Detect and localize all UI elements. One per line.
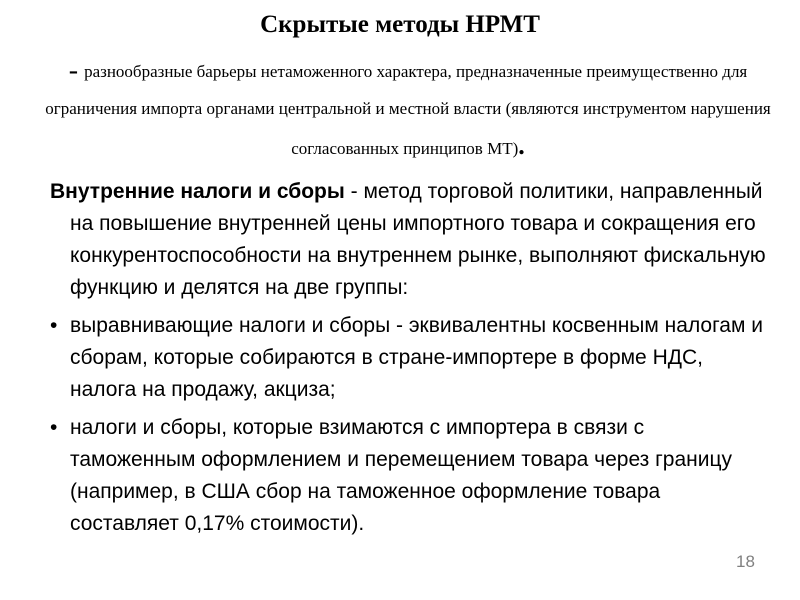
bullet-dot-icon: • bbox=[50, 314, 58, 337]
subtitle-text: разнообразные барьеры нетаможенного характера, предназначенные преимущественно для ограничения импорта органами центральной и местной власти (являются инструментом нарушения согласованных принципов МТ) bbox=[45, 62, 771, 158]
slide-title: Скрытые методы НРМТ bbox=[260, 11, 540, 38]
intro-paragraph bbox=[50, 176, 770, 304]
intro-lead: Внутренние налоги и сборы bbox=[50, 180, 345, 203]
bullet-text: налоги и сборы, которые взимаются с импортера в связи с таможенным оформлением и перемещением товара через границу (например, в США сбор на таможенное оформление товара составляет 0,17% стоимости). bbox=[70, 416, 732, 535]
bullet-text: выравнивающие налоги и сборы - эквивалентны косвенным налогам и сборам, которые собираются в стране-импортере в форме НДС, налога на продажу, акциза; bbox=[70, 314, 763, 401]
subtitle-period: . bbox=[518, 131, 525, 160]
intro-rest: - метод торговой политики, направленный на повышение внутренней цены импортного товара и сокращения его конкурентоспособности на внутреннем рынке, выполняют фискальную функцию и делятся на две группы: bbox=[70, 180, 766, 299]
subtitle-dash: - bbox=[68, 55, 79, 86]
slide-body bbox=[50, 176, 770, 540]
bullet-item bbox=[50, 412, 770, 540]
page-number: 18 bbox=[736, 552, 755, 571]
slide-subtitle bbox=[28, 52, 788, 167]
bullet-item bbox=[50, 310, 770, 406]
bullet-dot-icon: • bbox=[50, 416, 58, 439]
